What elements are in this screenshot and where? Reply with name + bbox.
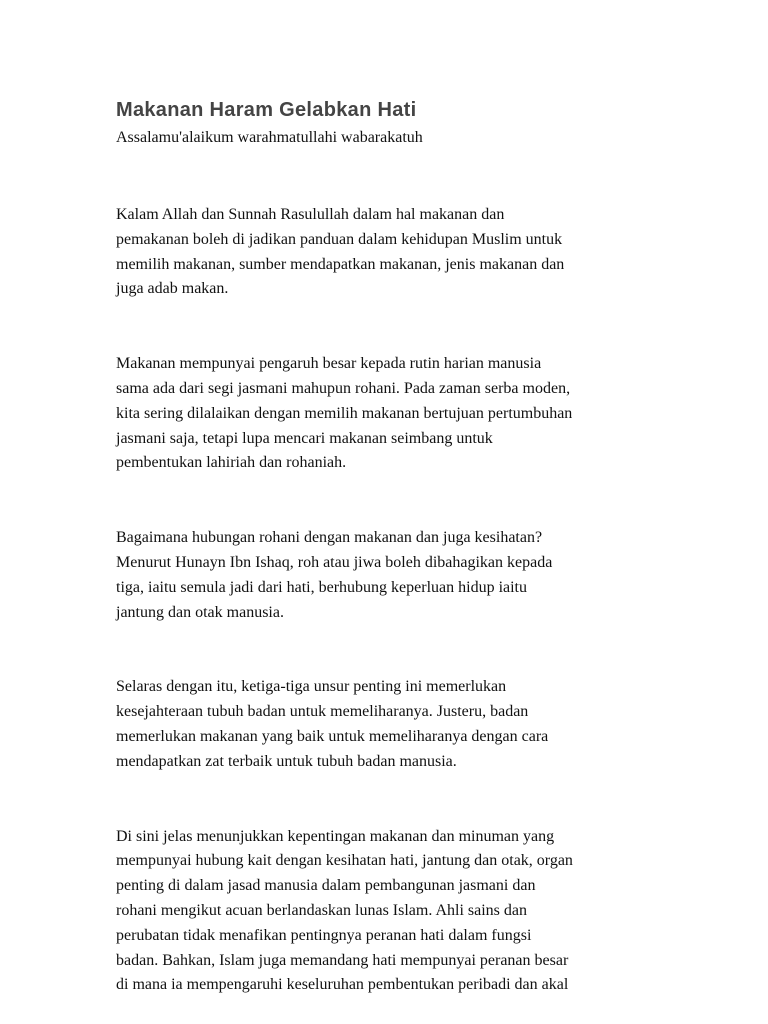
document-title: Makanan Haram Gelabkan Hati xyxy=(116,99,417,121)
paragraph-5: Di sini jelas menunjukkan kepentingan makanan dan minuman yang mempunyai hubung kait dengan kesihatan hati, jantung dan otak, organ penting di dalam jasad manusia dalam pembangunan jasmani dan rohani mengikut acuan berlandaskan lunas Islam. Ahli sains dan perubatan tidak menafikan pentingnya peranan hati dalam fungsi badan. Bahkan, Islam juga memandang hati mempunyai peranan besar di mana ia mempengaruhi keseluruhan pembentukan peribadi dan akal xyxy=(116,827,573,994)
paragraph-2: Makanan mempunyai pengaruh besar kepada rutin harian manusia sama ada dari segi jasmani mahupun rohani. Pada zaman serba moden, kita sering dilalaikan dengan memilih makanan bertujuan pertumbuhan jasmani saja, tetapi lupa mencari makanan seimbang untuk pembentukan lahiriah dan rohaniah. xyxy=(116,355,573,472)
document-page xyxy=(116,94,676,998)
paragraph-3: Bagaimana hubungan rohani dengan makanan dan juga kesihatan? Menurut Hunayn Ibn Ishaq, roh atau jiwa boleh dibahagikan kepada tiga, iaitu semula jadi dari hati, berhubung keperluan hidup iaitu jantung dan otak manusia. xyxy=(116,529,553,621)
greeting-line: Assalamu'alaikum warahmatullahi wabarakatuh xyxy=(116,129,423,146)
paragraph-4: Selaras dengan itu, ketiga-tiga unsur penting ini memerlukan kesejahteraan tubuh badan untuk memeliharanya. Justeru, badan memerlukan makanan yang baik untuk memeliharanya dengan cara mendapatkan zat terbaik untuk tubuh badan manusia. xyxy=(116,678,549,770)
paragraph-1: Kalam Allah dan Sunnah Rasulullah dalam hal makanan dan pemakanan boleh di jadikan panduan dalam kehidupan Muslim untuk memilih makanan, sumber mendapatkan makanan, jenis makanan dan juga adab makan. xyxy=(116,206,565,298)
